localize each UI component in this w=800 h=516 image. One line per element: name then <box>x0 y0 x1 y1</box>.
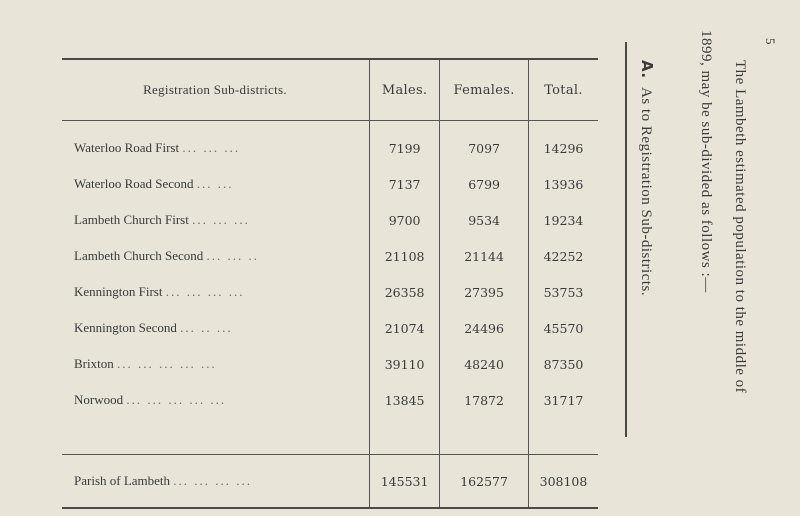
row-males: 21108 <box>370 238 440 274</box>
section-marker: A. <box>638 60 656 79</box>
row-males: 39110 <box>370 346 440 382</box>
divider-rule <box>625 42 627 437</box>
page-number: 5 <box>763 38 778 45</box>
row-total: 42252 <box>528 238 598 274</box>
row-males: 7137 <box>370 166 440 202</box>
row-males: 9700 <box>370 202 440 238</box>
row-females: 24496 <box>440 310 529 346</box>
row-females: 27395 <box>440 274 529 310</box>
row-name: Waterloo Road First <box>74 140 180 155</box>
intro-line-2: 1899, may be sub-divided as follows :— <box>698 30 714 293</box>
row-name: Kennington Second <box>74 320 177 335</box>
leader-dots: ... ... ... ... <box>165 284 245 299</box>
table-row <box>62 310 598 346</box>
row-name: Lambeth Church First <box>74 212 189 227</box>
row-total: 45570 <box>528 310 598 346</box>
row-females: 9534 <box>440 202 529 238</box>
table-row <box>62 346 598 382</box>
row-name: Norwood <box>74 392 124 407</box>
total-row <box>62 455 598 509</box>
total-total: 308108 <box>528 455 598 509</box>
row-name: Waterloo Road Second <box>74 176 194 191</box>
table-row <box>62 166 598 202</box>
row-males: 13845 <box>370 382 440 418</box>
row-females: 7097 <box>440 121 529 167</box>
row-females: 6799 <box>440 166 529 202</box>
row-total: 87350 <box>528 346 598 382</box>
leader-dots: ... ... <box>196 176 234 191</box>
table-row <box>62 274 598 310</box>
header-females: Females. <box>440 59 529 121</box>
row-name: Brixton <box>74 356 114 371</box>
leader-dots: ... ... ... ... <box>173 473 253 488</box>
intro-line-1: The Lambeth estimated population to the middle of <box>732 60 748 394</box>
total-name: Parish of Lambeth <box>74 473 171 488</box>
row-total: 19234 <box>528 202 598 238</box>
row-name: Kennington First <box>74 284 163 299</box>
leader-dots: ... ... ... <box>182 140 241 155</box>
row-name: Lambeth Church Second <box>74 248 204 263</box>
row-total: 13936 <box>528 166 598 202</box>
section-heading <box>637 60 656 296</box>
row-total: 14296 <box>528 121 598 167</box>
total-males: 145531 <box>370 455 440 509</box>
table-row <box>62 382 598 418</box>
leader-dots: ... ... ... <box>192 212 250 227</box>
row-total: 53753 <box>528 274 598 310</box>
leader-dots: ... ... ... ... ... <box>126 392 227 407</box>
table-header-row <box>62 59 598 121</box>
row-females: 48240 <box>440 346 529 382</box>
table-row <box>62 121 598 167</box>
row-males: 21074 <box>370 310 440 346</box>
table-row <box>62 202 598 238</box>
section-title: As to Registration Sub-districts. <box>638 87 654 297</box>
leader-dots: ... .. ... <box>180 320 233 335</box>
leader-dots: ... ... ... ... ... <box>116 356 217 371</box>
row-females: 21144 <box>440 238 529 274</box>
population-table <box>62 58 598 509</box>
spacer-row <box>62 418 598 455</box>
header-total: Total. <box>528 59 598 121</box>
row-males: 26358 <box>370 274 440 310</box>
header-subdistricts: Registration Sub-districts. <box>62 59 370 121</box>
row-males: 7199 <box>370 121 440 167</box>
header-males: Males. <box>370 59 440 121</box>
total-females: 162577 <box>440 455 529 509</box>
row-females: 17872 <box>440 382 529 418</box>
table-row <box>62 238 598 274</box>
leader-dots: ... ... .. <box>206 248 259 263</box>
row-total: 31717 <box>528 382 598 418</box>
